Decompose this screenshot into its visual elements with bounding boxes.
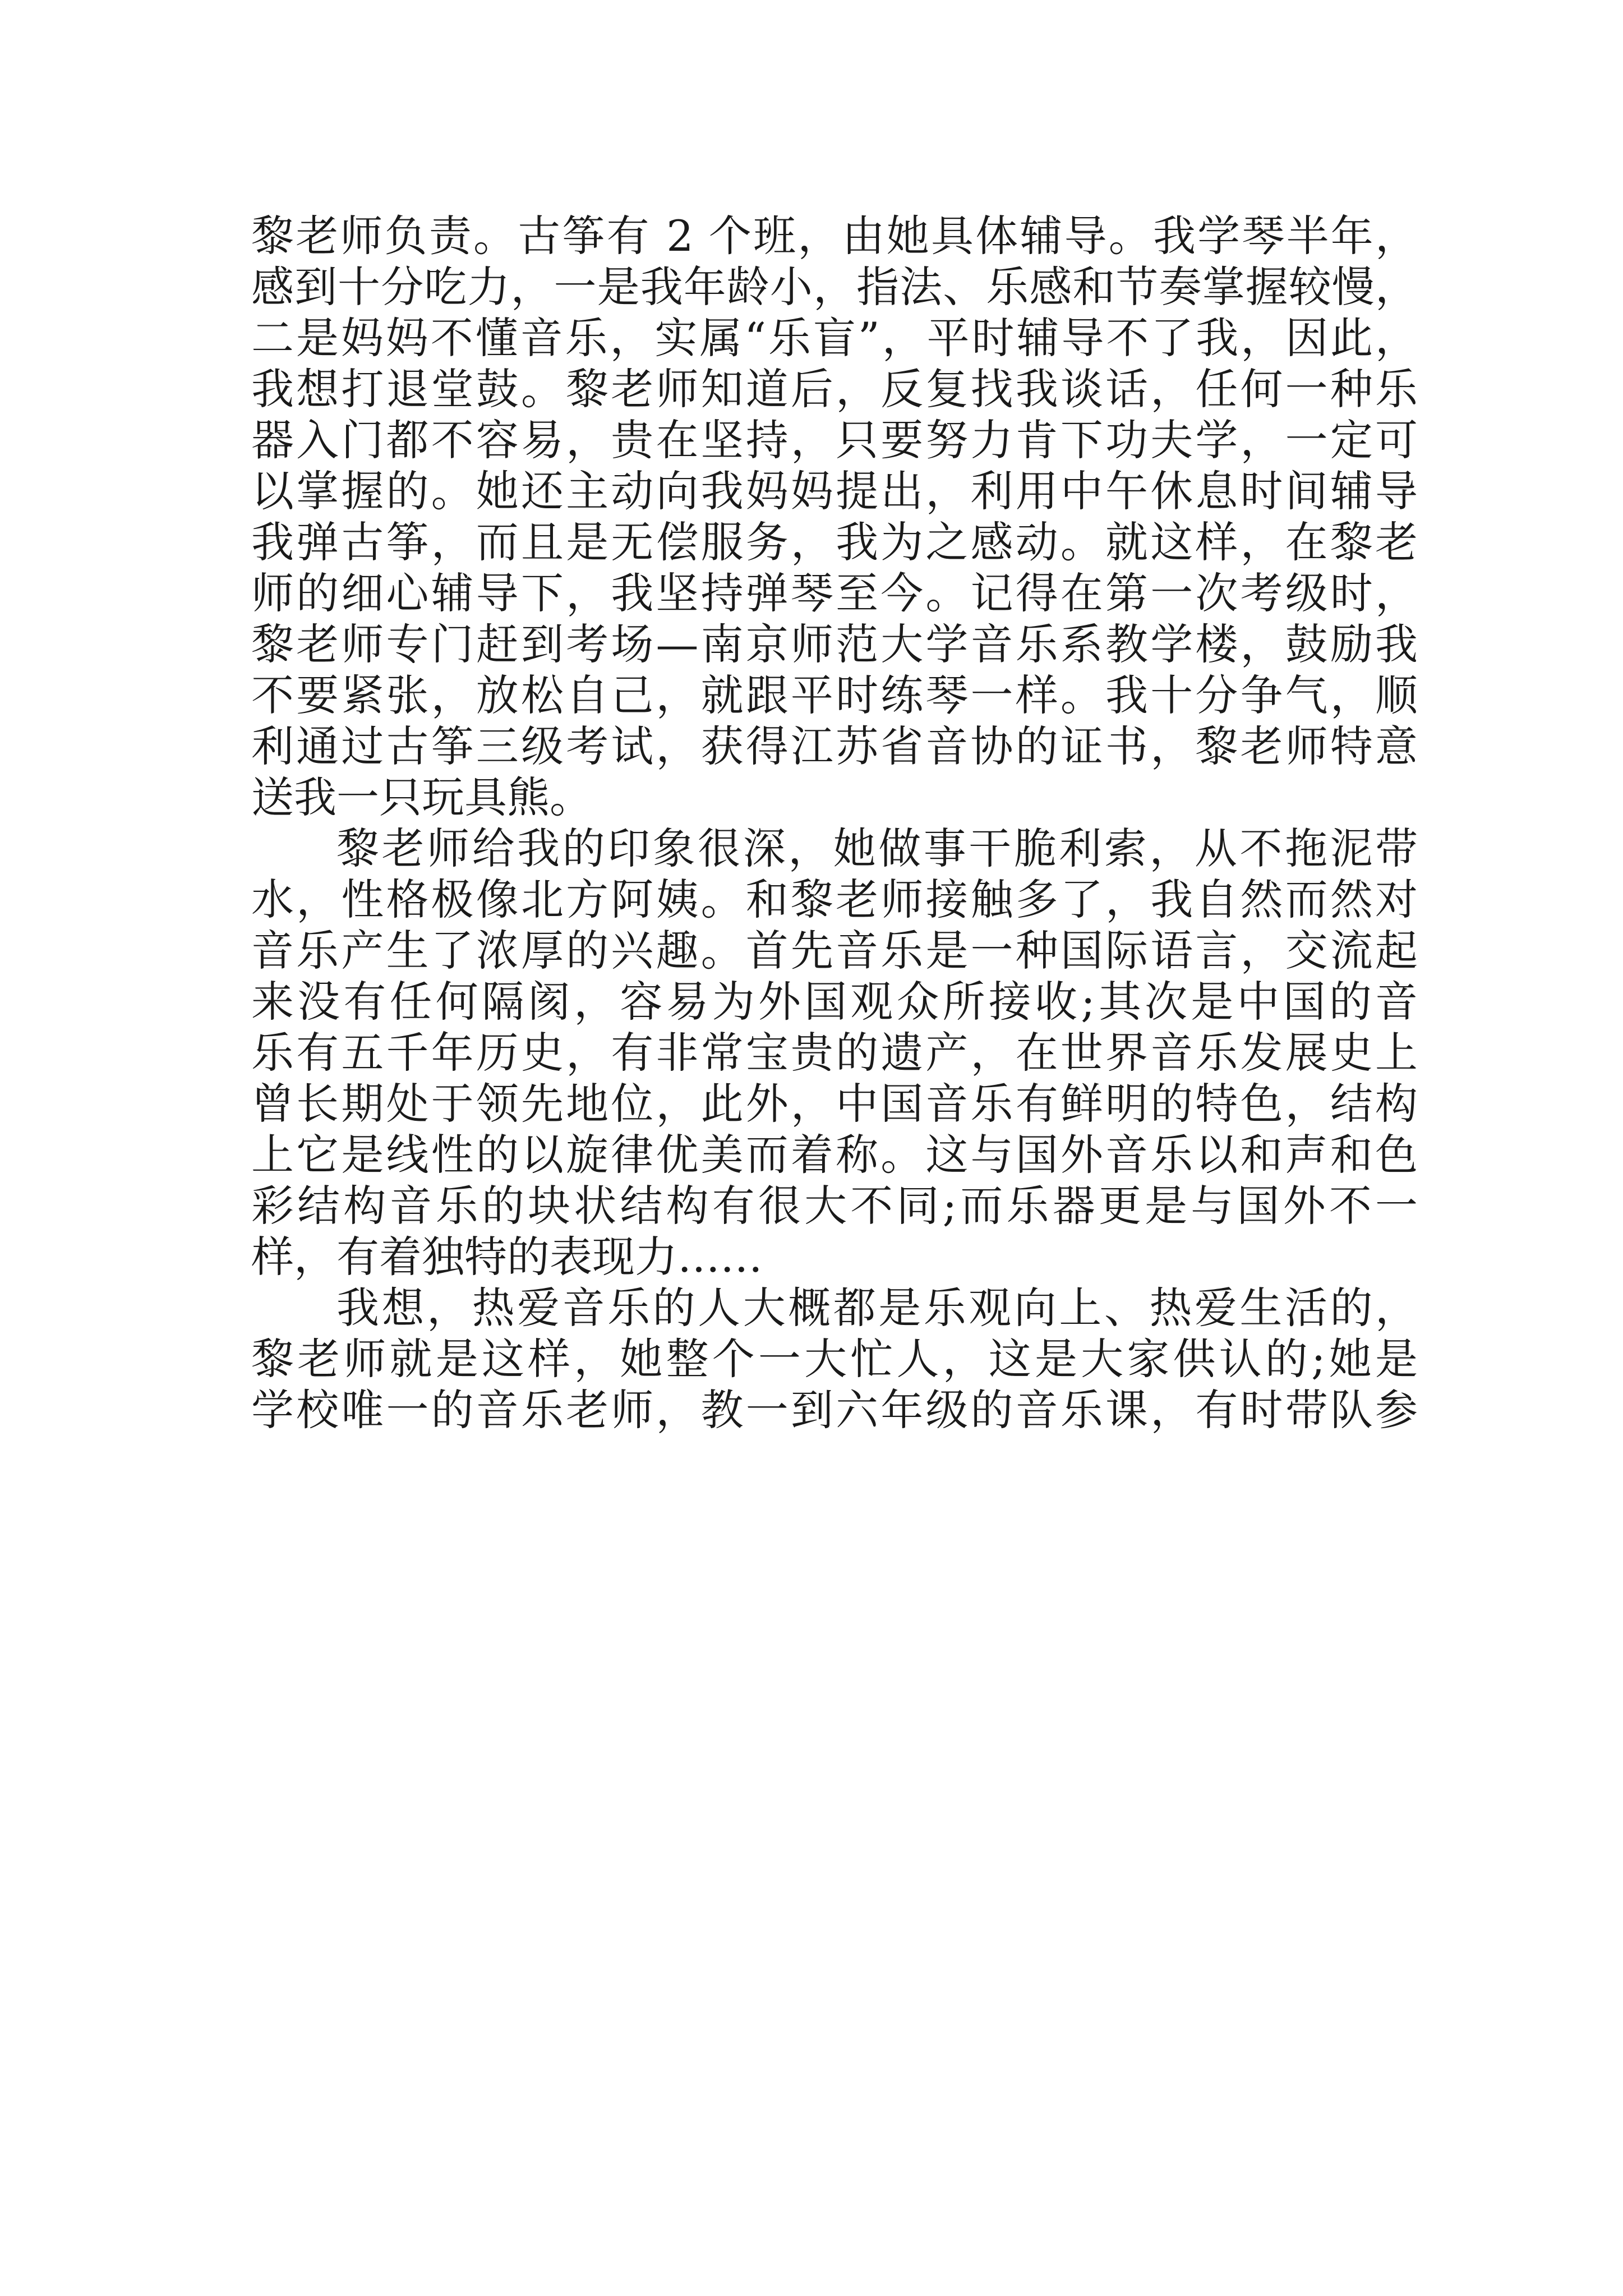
text-line: 感到十分吃力，一是我年龄小，指法、乐感和节奏掌握较慢， bbox=[251, 262, 1418, 312]
text-line: 音乐产生了浓厚的兴趣。首先音乐是一种国际语言，交流起 bbox=[251, 926, 1418, 976]
text-line: 以掌握的。她还主动向我妈妈提出，利用中午休息时间辅导 bbox=[251, 466, 1418, 516]
paragraph-1 bbox=[251, 210, 1418, 823]
text-line: 师的细心辅导下，我坚持弹琴至今。记得在第一次考级时， bbox=[251, 568, 1418, 618]
body-text bbox=[251, 210, 1418, 1435]
text-line: 我弹古筝，而且是无偿服务，我为之感动。就这样，在黎老 bbox=[251, 517, 1418, 567]
text-line: 我想，热爱音乐的人大概都是乐观向上、热爱生活的， bbox=[336, 1283, 1418, 1333]
text-line: 利通过古筝三级考试，获得江苏省音协的证书，黎老师特意 bbox=[251, 721, 1418, 771]
text-line: 曾长期处于领先地位，此外，中国音乐有鲜明的特色，结构 bbox=[251, 1079, 1418, 1129]
text-line: 黎老师给我的印象很深，她做事干脆利索，从不拖泥带 bbox=[336, 823, 1418, 873]
text-line: 黎老师就是这样，她整个一大忙人，这是大家供认的;她是 bbox=[251, 1334, 1418, 1384]
text-line: 上它是线性的以旋律优美而着称。这与国外音乐以和声和色 bbox=[251, 1130, 1418, 1180]
text-line: 送我一只玩具熊。 bbox=[251, 772, 592, 822]
text-line: 水，性格极像北方阿姨。和黎老师接触多了，我自然而然对 bbox=[251, 875, 1418, 924]
text-line: 乐有五千年历史，有非常宝贵的遗产，在世界音乐发展史上 bbox=[251, 1028, 1418, 1078]
text-line: 彩结构音乐的块状结构有很大不同;而乐器更是与国外不一 bbox=[251, 1181, 1418, 1231]
text-line: 器入门都不容易，贵在坚持，只要努力肯下功夫学，一定可 bbox=[251, 415, 1418, 465]
text-line: 黎老师专门赶到考场—南京师范大学音乐系教学楼，鼓励我 bbox=[251, 619, 1418, 669]
text-line: 学校唯一的音乐老师，教一到六年级的音乐课，有时带队参 bbox=[251, 1385, 1418, 1435]
text-line: 样，有着独特的表现力…… bbox=[251, 1232, 763, 1282]
text-line: 黎老师负责。古筝有 2 个班，由她具体辅导。我学琴半年， bbox=[251, 211, 1418, 261]
text-line: 我想打退堂鼓。黎老师知道后，反复找我谈话，任何一种乐 bbox=[251, 364, 1418, 414]
paragraph-3 bbox=[251, 1282, 1418, 1435]
text-line: 来没有任何隔阂，容易为外国观众所接收;其次是中国的音 bbox=[251, 977, 1418, 1027]
text-line: 不要紧张，放松自己，就跟平时练琴一样。我十分争气，顺 bbox=[251, 670, 1418, 720]
paragraph-2 bbox=[251, 823, 1418, 1282]
text-line: 二是妈妈不懂音乐，实属“乐盲”，平时辅导不了我，因此， bbox=[251, 313, 1418, 363]
